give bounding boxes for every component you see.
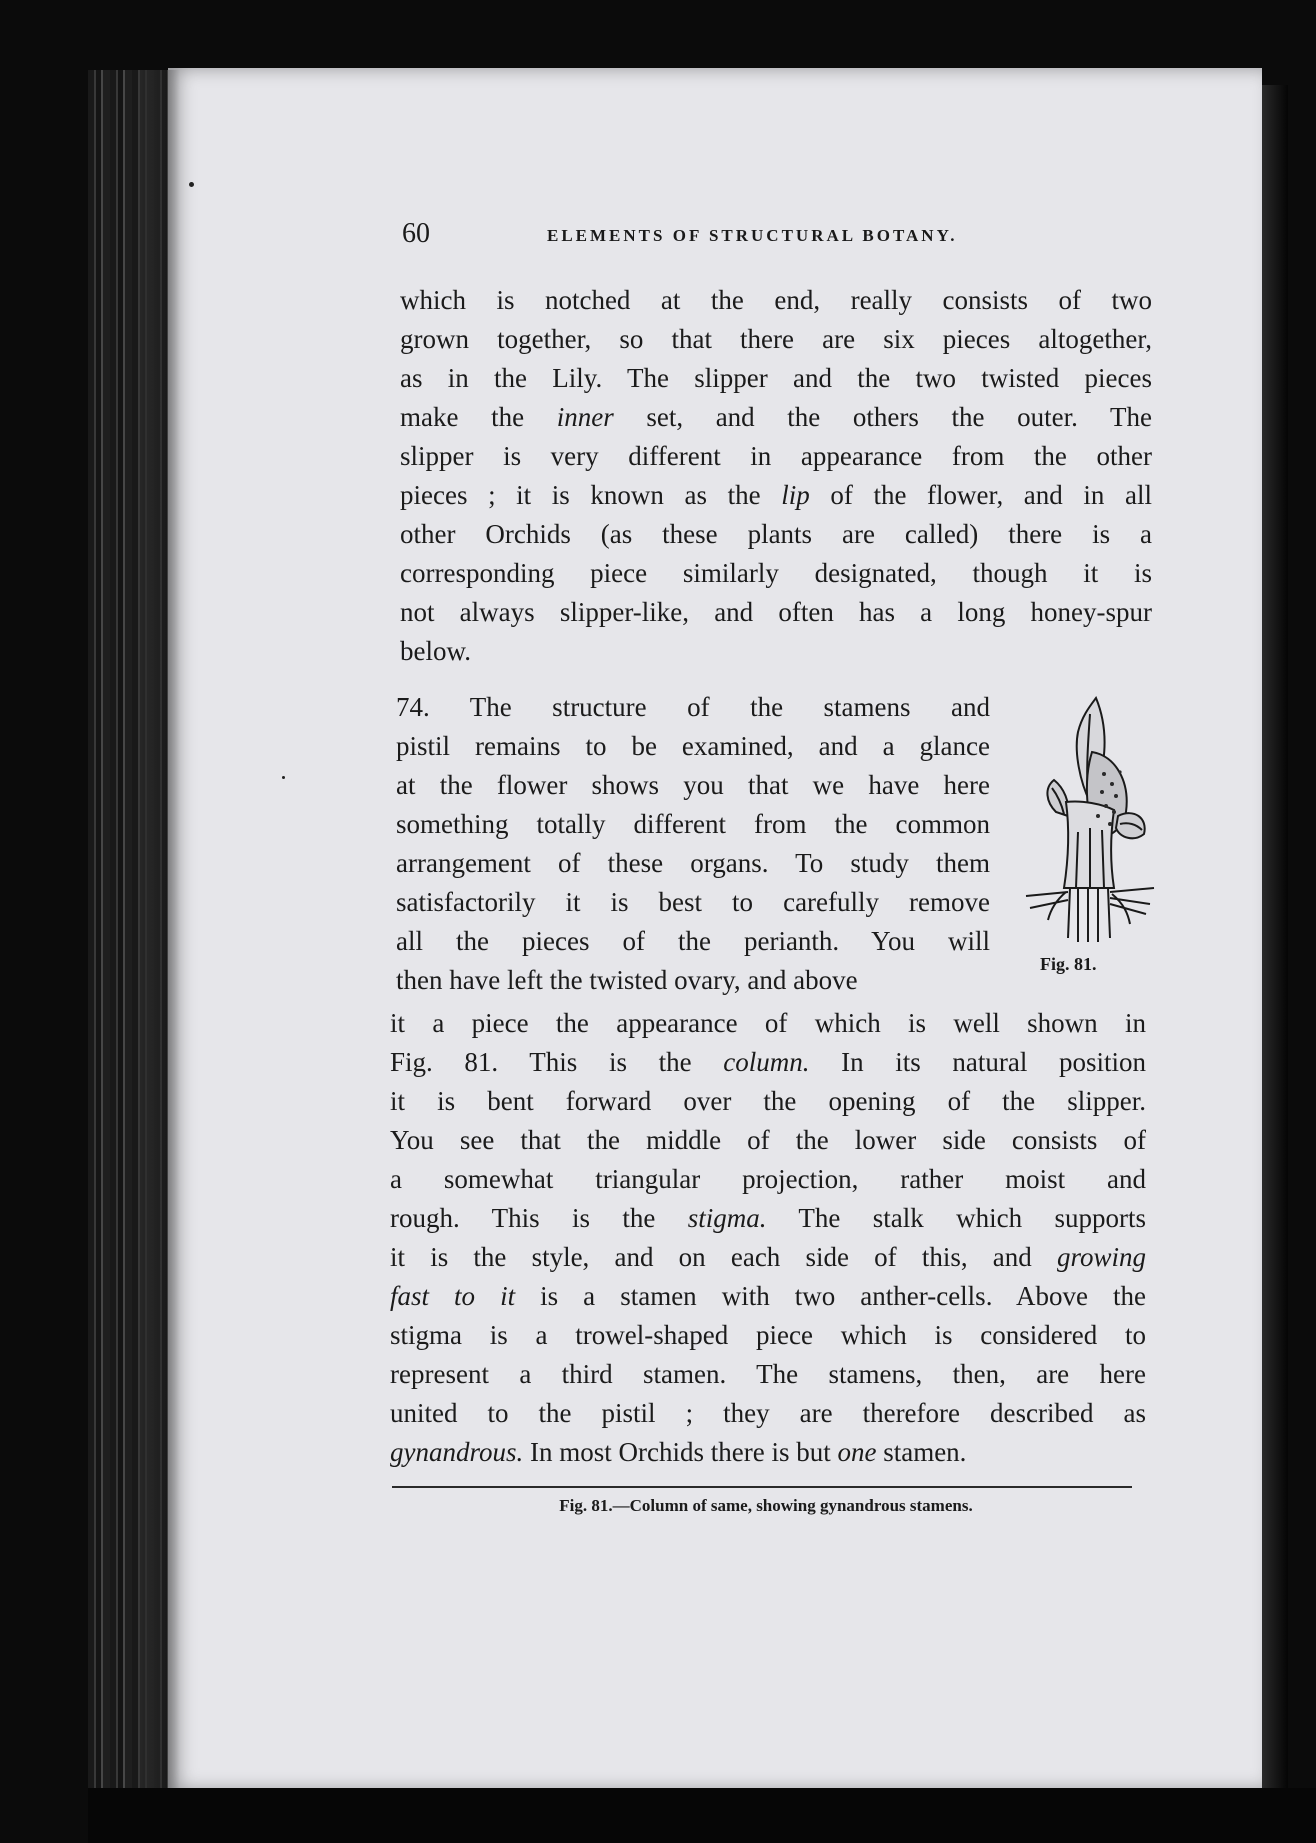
text-run: at the flower shows you that we have here: [396, 770, 990, 800]
text-line: [390, 1277, 1146, 1316]
figure-caption: Fig. 81.—Column of same, showing gynandrous stamens.: [559, 1496, 973, 1515]
paragraph-1: [400, 281, 1152, 671]
text-run: something totally different from the common: [396, 809, 990, 839]
text-line: [396, 883, 990, 922]
text-run: The stalk which supports: [766, 1203, 1146, 1233]
italic-term: growing: [1056, 1242, 1146, 1272]
text-run: satisfactorily it is best to carefully remove: [396, 887, 990, 917]
text-line: [400, 476, 1152, 515]
text-run: pistil remains to be examined, and a glance: [396, 731, 990, 761]
text-line: [396, 766, 990, 805]
text-line: [400, 554, 1152, 593]
gutter-shadow: [140, 70, 180, 1790]
italic-term: one: [837, 1437, 877, 1467]
text-run: make the: [400, 402, 557, 432]
text-line: [390, 1316, 1146, 1355]
text-line: [396, 922, 990, 961]
text-line: [396, 688, 990, 727]
italic-term: lip: [781, 480, 810, 510]
paragraph-74-continued: [390, 1004, 1146, 1472]
text-run: united to the pistil ; they are therefore described as: [390, 1398, 1146, 1428]
text-run: all the pieces of the perianth. You will: [396, 926, 990, 956]
text-line: [396, 805, 990, 844]
text-line: [390, 1004, 1146, 1043]
caption-rule: [392, 1486, 1132, 1488]
text-line: [396, 727, 990, 766]
text-run: You see that the middle of the lower side consists of: [390, 1125, 1146, 1155]
text-run: arrangement of these organs. To study them: [396, 848, 990, 878]
text-line: [400, 437, 1152, 476]
text-run: grown together, so that there are six pieces altogether,: [400, 324, 1152, 354]
text-line: [390, 1433, 1146, 1472]
italic-term: column.: [723, 1047, 810, 1077]
text-line: [400, 320, 1152, 359]
text-run: In its natural position: [809, 1047, 1146, 1077]
text-line: [390, 1238, 1146, 1277]
italic-term: inner: [556, 402, 614, 432]
running-title: ELEMENTS OF STRUCTURAL BOTANY.: [547, 226, 958, 245]
text-line: [390, 1199, 1146, 1238]
paragraph-74-beside-figure: [396, 688, 990, 1000]
text-run: 74. The structure of the stamens and: [396, 692, 990, 722]
text-run: not always slipper-like, and often has a long honey-spur: [400, 597, 1152, 627]
text-run: represent a third stamen. The stamens, then, are here: [390, 1359, 1146, 1389]
text-run: In most Orchids there is but: [523, 1437, 838, 1467]
text-run: it is the style, and on each side of this, and: [390, 1242, 1057, 1272]
text-line: [396, 961, 990, 1000]
text-run: other Orchids (as these plants are called) there is a: [400, 519, 1152, 549]
speck: [189, 182, 194, 187]
text-line: [400, 281, 1152, 320]
text-run: it a piece the appearance of which is well shown in: [390, 1008, 1146, 1038]
text-run: stamen.: [876, 1437, 967, 1467]
text-line: [396, 844, 990, 883]
right-page-edge: [1262, 85, 1288, 1790]
speck: [282, 776, 285, 779]
text-run: corresponding piece similarly designated, though it is: [400, 558, 1152, 588]
text-run: Fig. 81. This is the: [390, 1047, 724, 1077]
page-number: 60: [402, 218, 430, 249]
text-run: as in the Lily. The slipper and the two twisted pieces: [400, 363, 1152, 393]
running-head: [402, 218, 1012, 252]
text-run: rough. This is the: [390, 1203, 688, 1233]
text-line: [390, 1355, 1146, 1394]
italic-term: gynandrous.: [390, 1437, 524, 1467]
italic-term: fast to it: [390, 1281, 516, 1311]
text-run: which is notched at the end, really consists of two: [400, 285, 1152, 315]
text-run: is a stamen with two anther-cells. Above the: [515, 1281, 1146, 1311]
figure-81: [1018, 692, 1158, 974]
text-line: [390, 1160, 1146, 1199]
text-line: [390, 1121, 1146, 1160]
text-run: then have left the twisted ovary, and above: [396, 965, 858, 995]
text-line: [400, 515, 1152, 554]
text-run: a somewhat triangular projection, rather moist and: [390, 1164, 1146, 1194]
text-line: [400, 398, 1152, 437]
text-line: [400, 359, 1152, 398]
orchid-column-illustration-icon: [1018, 692, 1158, 952]
bottom-page-edge: [88, 1788, 1316, 1843]
italic-term: stigma.: [687, 1203, 767, 1233]
text-run: pieces ; it is known as the: [400, 480, 782, 510]
text-line: [390, 1043, 1146, 1082]
figure-label: Fig. 81.: [1040, 954, 1097, 974]
text-run: it is bent forward over the opening of the slipper.: [390, 1086, 1146, 1116]
text-run: stigma is a trowel-shaped piece which is considered to: [390, 1320, 1146, 1350]
text-run: below.: [400, 636, 471, 666]
text-line: [400, 593, 1152, 632]
text-line: [390, 1082, 1146, 1121]
text-run: of the flower, and in all: [809, 480, 1152, 510]
text-run: set, and the others the outer. The: [613, 402, 1152, 432]
text-line: [400, 632, 1152, 671]
text-run: slipper is very different in appearance from the other: [400, 441, 1152, 471]
text-line: [390, 1394, 1146, 1433]
